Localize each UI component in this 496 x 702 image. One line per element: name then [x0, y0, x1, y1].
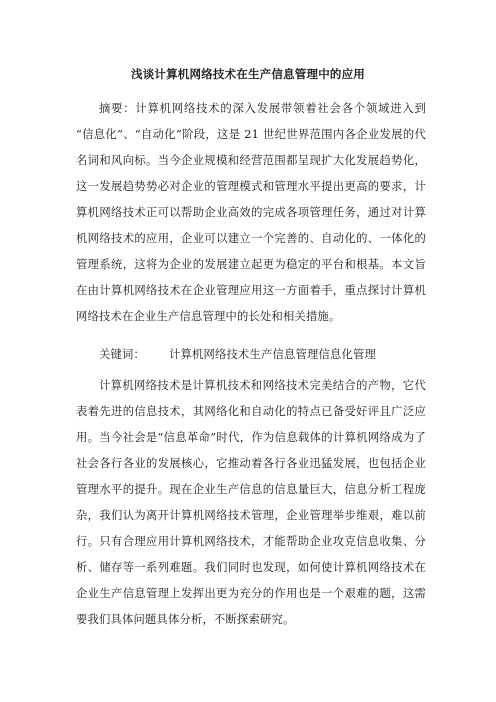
body-line: 社会各行各业的发展核心，它推动着各行各业迅猛发展，也包括企业 — [76, 457, 426, 470]
body-line: 用。当今社会是“信息革命”时代，作为信息载体的计算机网络成为了 — [76, 431, 426, 444]
abstract-line: 机网络技术的应用，企业可以建立一个完善的、自动化的、一体化的 — [76, 232, 426, 245]
abstract-line: 在由计算机网络技术在企业管理应用这一方面着手，重点探讨计算机 — [76, 284, 426, 297]
abstract-line: 管理系统，这将为企业的发展建立起更为稳定的平台和根基。本文旨 — [76, 258, 426, 271]
abstract-paragraph — [76, 96, 426, 330]
keywords-line — [76, 342, 426, 368]
abstract-line: 算机网络技术正可以帮助企业高效的完成各项管理任务，通过对计算 — [76, 206, 426, 219]
abstract-line: “信息化”、“自动化”阶段，这是 21 世纪世界范围内各企业发展的代 — [76, 128, 426, 141]
keywords-text: 计算机网络技术生产信息管理信息化管理 — [169, 348, 376, 361]
body-line: 管理水平的提升。现在企业生产信息的信息量巨大，信息分析工程庞 — [76, 483, 426, 496]
body-line: 要我们具体问题具体分析，不断探索研究。 — [76, 613, 295, 626]
body-line: 杂，我们认为离开计算机网络技术管理，企业管理举步维艰，难以前 — [76, 509, 426, 522]
body-line: 计算机网络技术是计算机技术和网络技术完美结合的产物，它代 — [99, 379, 426, 392]
body-line: 行。只有合理应用计算机网络技术，才能帮助企业攻克信息收集、分 — [76, 535, 426, 548]
body-paragraph — [76, 373, 426, 633]
body-line: 表着先进的信息技术，其网络化和自动化的特点已备受好评且广泛应 — [76, 405, 426, 418]
abstract-line: 网络技术在企业生产信息管理中的长处和相关措施。 — [76, 310, 341, 323]
abstract-line: 名词和风向标。当今企业规模和经营范围都呈现扩大化发展趋势化， — [76, 154, 426, 167]
keywords-paragraph — [76, 342, 426, 368]
keywords-label: 关键词： — [99, 348, 145, 361]
abstract-line: 这一发展趋势势必对企业的管理模式和管理水平提出更高的要求，计 — [76, 180, 426, 193]
body-line: 析、储存等一系列难题。我们同时也发现，如何使计算机网络技术在 — [76, 561, 426, 574]
body-line: 企业生产信息管理上发挥出更为充分的作用也是一个艰难的题，这需 — [76, 587, 426, 600]
document-title: 浅谈计算机网络技术在生产信息管理中的应用 — [131, 67, 365, 81]
abstract-line: 摘要：计算机网络技术的深入发展带领着社会各个领域进入到 — [99, 102, 426, 115]
